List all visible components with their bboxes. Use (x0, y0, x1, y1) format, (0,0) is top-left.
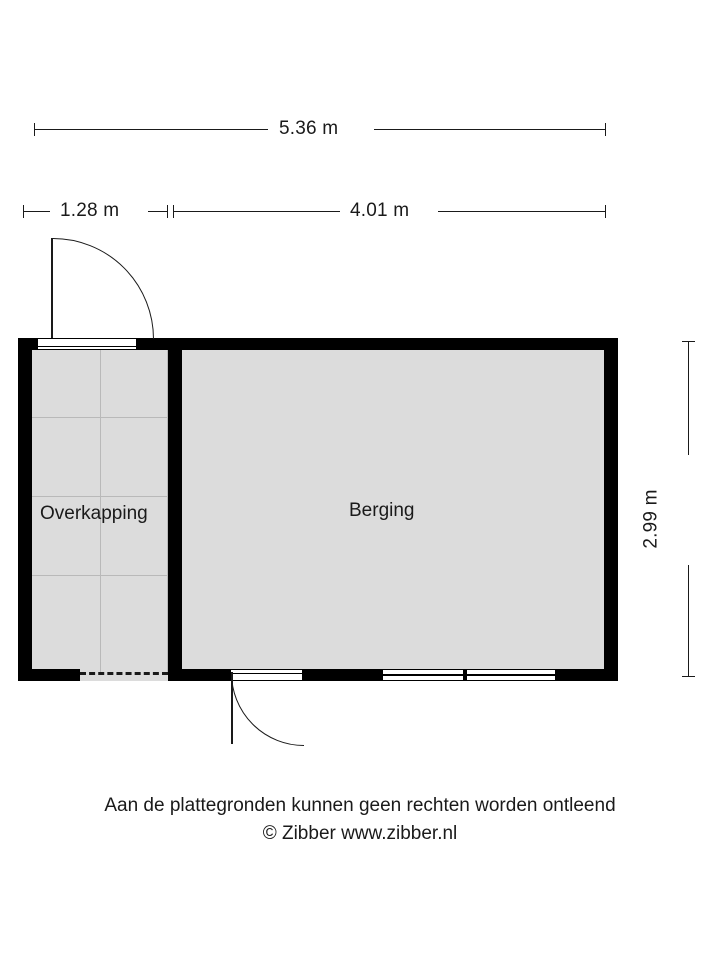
room-label-berging: Berging (349, 500, 415, 521)
dimension-tick-right-section-right (605, 205, 606, 218)
wall-overkapping-bottom (18, 669, 80, 681)
dimension-tick-total-right (605, 123, 606, 136)
room-label-overkapping: Overkapping (40, 503, 148, 524)
dimension-label-left-section: 1.28 m (60, 200, 120, 221)
dimension-label-total-width: 5.36 m (279, 118, 339, 139)
window-detail (382, 674, 464, 676)
dimension-tick-left-section-left (23, 205, 24, 218)
dimension-tick-left-section-right (167, 205, 168, 218)
dimension-tick-total-left (34, 123, 35, 136)
dimension-label-right-section: 4.01 m (350, 200, 410, 221)
window-detail (466, 674, 556, 676)
dimension-tick-height-bottom (682, 676, 695, 677)
door-opening-detail (37, 346, 137, 347)
wall-overkapping-left (18, 338, 32, 681)
wall-overkapping-open-edge (80, 672, 168, 675)
door-leaf-overkapping (51, 238, 53, 338)
footer (0, 792, 720, 847)
dimension-label-height: 2.99 m (640, 489, 662, 549)
floorplan-drawing (18, 338, 618, 681)
dimension-tick-right-section-left (173, 205, 174, 218)
footer-disclaimer: Aan de plattegronden kunnen geen rechten worden ontleend (104, 795, 616, 816)
footer-copyright: © Zibber www.zibber.nl (262, 822, 458, 844)
door-opening-overkapping-top (37, 338, 137, 350)
dimension-tick-height-top (682, 341, 695, 342)
dimension-label-backdrop-height (675, 455, 703, 565)
